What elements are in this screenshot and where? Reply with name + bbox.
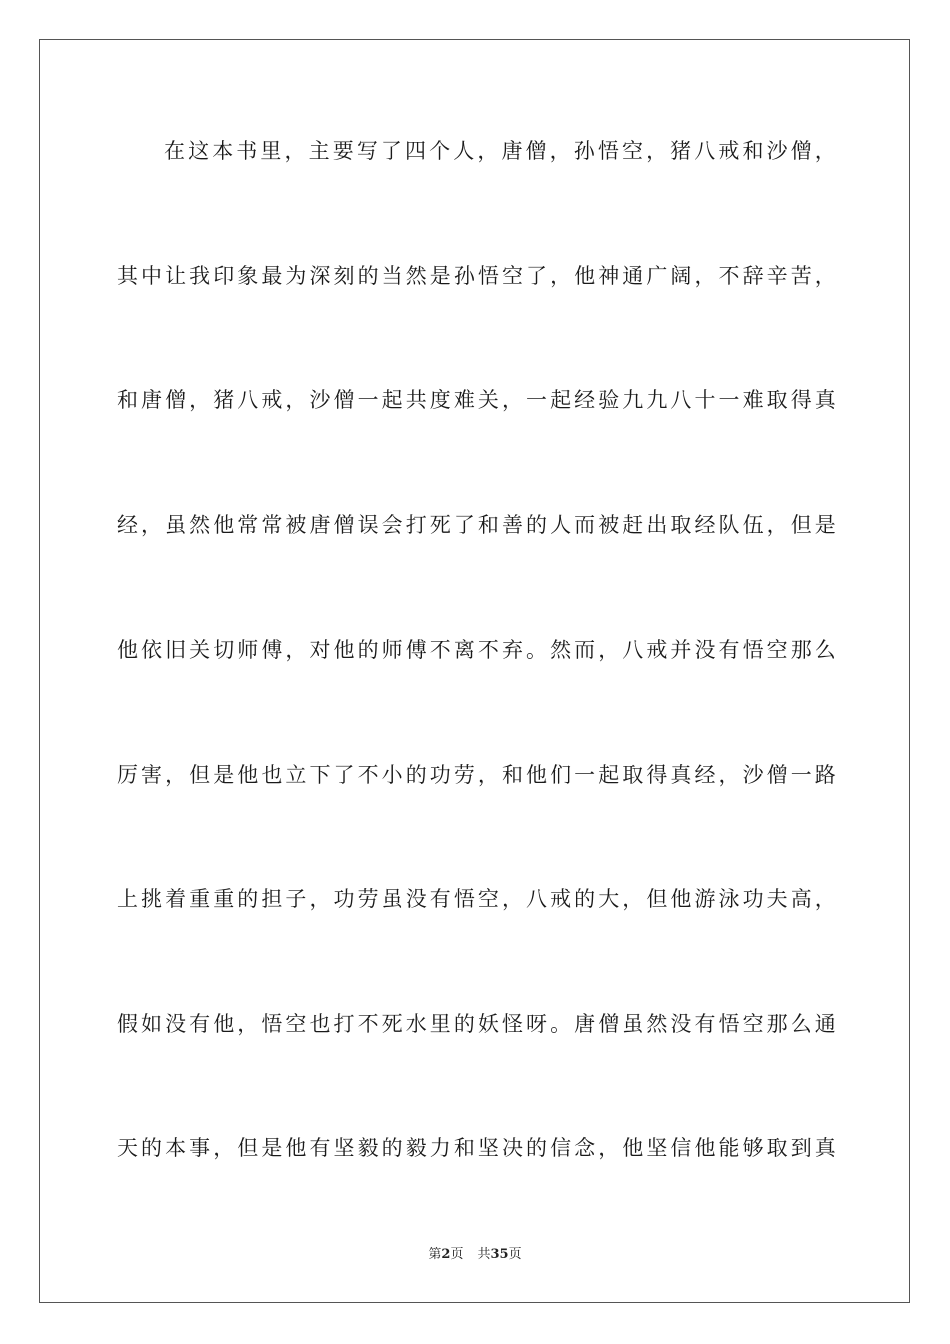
total-suffix: 页 xyxy=(508,1247,522,1262)
text-line-1: 在这本书里，主要写了四个人，唐僧，孙悟空，猪八戒和沙僧， xyxy=(164,139,837,163)
page-border xyxy=(39,39,910,1303)
total-pages: 35 xyxy=(490,1247,509,1262)
text-line-5: 他依旧关切师傅，对他的师傅不离不弃。然而，八戒并没有悟空那么 xyxy=(117,638,837,662)
total-prefix: 共 xyxy=(477,1247,491,1262)
page-suffix: 页 xyxy=(450,1247,464,1262)
page-number: 2 xyxy=(441,1247,451,1262)
page-prefix: 第 xyxy=(428,1247,442,1262)
page-footer xyxy=(0,1246,950,1264)
text-line-9: 天的本事，但是他有坚毅的毅力和坚决的信念，他坚信他能够取到真 xyxy=(117,1136,837,1160)
text-line-6: 厉害，但是他也立下了不小的功劳，和他们一起取得真经，沙僧一路 xyxy=(117,763,837,787)
text-line-4: 经，虽然他常常被唐僧误会打死了和善的人而被赶出取经队伍，但是 xyxy=(117,513,837,537)
text-line-3: 和唐僧，猪八戒，沙僧一起共度难关，一起经验九九八十一难取得真 xyxy=(117,388,837,412)
text-line-2: 其中让我印象最为深刻的当然是孙悟空了，他神通广阔，不辞辛苦， xyxy=(117,264,837,288)
text-line-7: 上挑着重重的担子，功劳虽没有悟空，八戒的大，但他游泳功夫高， xyxy=(117,887,837,911)
text-line-8: 假如没有他，悟空也打不死水里的妖怪呀。唐僧虽然没有悟空那么通 xyxy=(117,1012,837,1036)
